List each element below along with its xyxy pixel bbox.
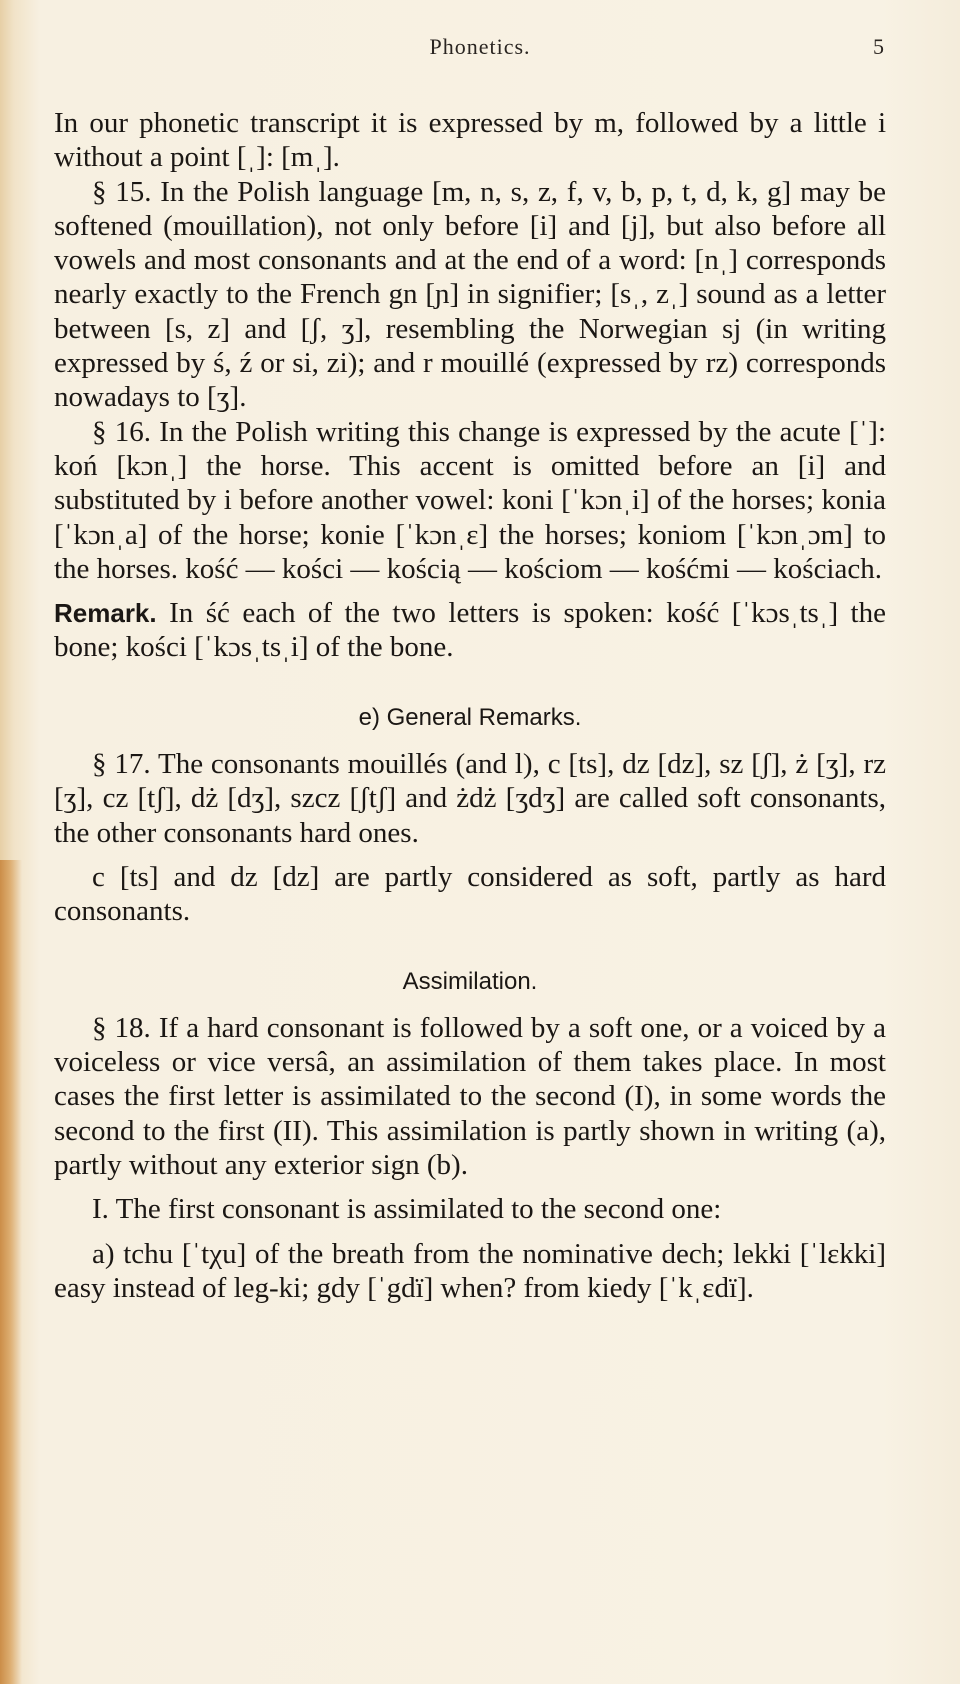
page-edge-stain	[0, 860, 22, 1684]
paragraph-section-16: § 16. In the Polish writing this change is expressed by the acute [ˈ]: koń [kɔnˌ] the horse. This accent is omitted before an [i] and substituted by i before another vowel: koni [ˈkɔnˌi] of the horses; konia [ˈkɔnˌa] of the horse; konie [ˈkɔnˌɛ] the horses; koniom [ˈkɔnˌɔm] to the horses. kość — kości — kością — kościom — kośćmi — kościach.	[54, 415, 886, 585]
heading-assimilation-wrap	[54, 963, 886, 999]
heading-assimilation: Assimilation.	[402, 967, 538, 995]
running-header	[0, 34, 960, 74]
paragraph-section-17: § 17. The consonants mouillés (and l), c [ts], dz [dz], sz [ʃ], ż [ʒ], rz [ʒ], cz [tʃ], dż [dʒ], szcz [ʃtʃ] and żdż [ʒdʒ] are called soft consonants, the other consonants hard ones.	[54, 748, 886, 849]
remark-text: In ść each of the two letters is spoken: kość [ˈkɔsˌtsˌ] the bone; kości [ˈkɔsˌtsˌi] of the bone.	[54, 597, 886, 664]
header-title: Phonetics.	[429, 34, 531, 59]
paragraph-section-15: § 15. In the Polish language [m, n, s, z, f, v, b, p, t, d, k, g] may be softened (mouillation), not only before [i] and [j], but also before all vowels and most consonants and at the end of a word: [nˌ] corresponds nearly exactly to the French gn [ɲ] in signifier; [sˌ, zˌ] sound as a letter between [s, z] and [ʃ, ʒ], resembling the Norwegian sj (in writing expressed by ś, ź or si, zi); and r mouillé (expressed by rz) corresponds nowadays to [ʒ].	[54, 175, 886, 414]
remark-paragraph	[54, 596, 886, 665]
paragraph-section-18: § 18. If a hard consonant is followed by a soft one, or a voiced by a voiceless or vice versâ, an assimilation of them takes place. In most cases the first letter is assimilated to the second (I), in some words the second to the first (II). This assimilation is partly shown in writing (a), partly without any exterior sign (b).	[54, 1011, 886, 1182]
paragraph-transcript-note: In our phonetic transcript it is expressed by m, followed by a little i without a point [ˌ]: [mˌ].	[54, 107, 886, 174]
page-body	[54, 106, 886, 1305]
remark-label: Remark.	[54, 598, 157, 629]
paragraph-rule-one: I. The first consonant is assimilated to the second one:	[92, 1193, 722, 1226]
heading-general-remarks-wrap	[54, 699, 886, 735]
paragraph-soft-hard: c [ts] and dz [dz] are partly considered as soft, partly as hard consonants.	[54, 860, 886, 928]
heading-general-remarks: e) General Remarks.	[358, 703, 582, 731]
paragraph-examples-a: a) tchu [ˈtχu] of the breath from the nominative dech; lekki [ˈlɛkki] easy instead of leg-ki; gdy [ˈgdï] when? from kiedy [ˈkˌɛdï].	[54, 1237, 886, 1304]
page-number: 5	[873, 34, 884, 59]
